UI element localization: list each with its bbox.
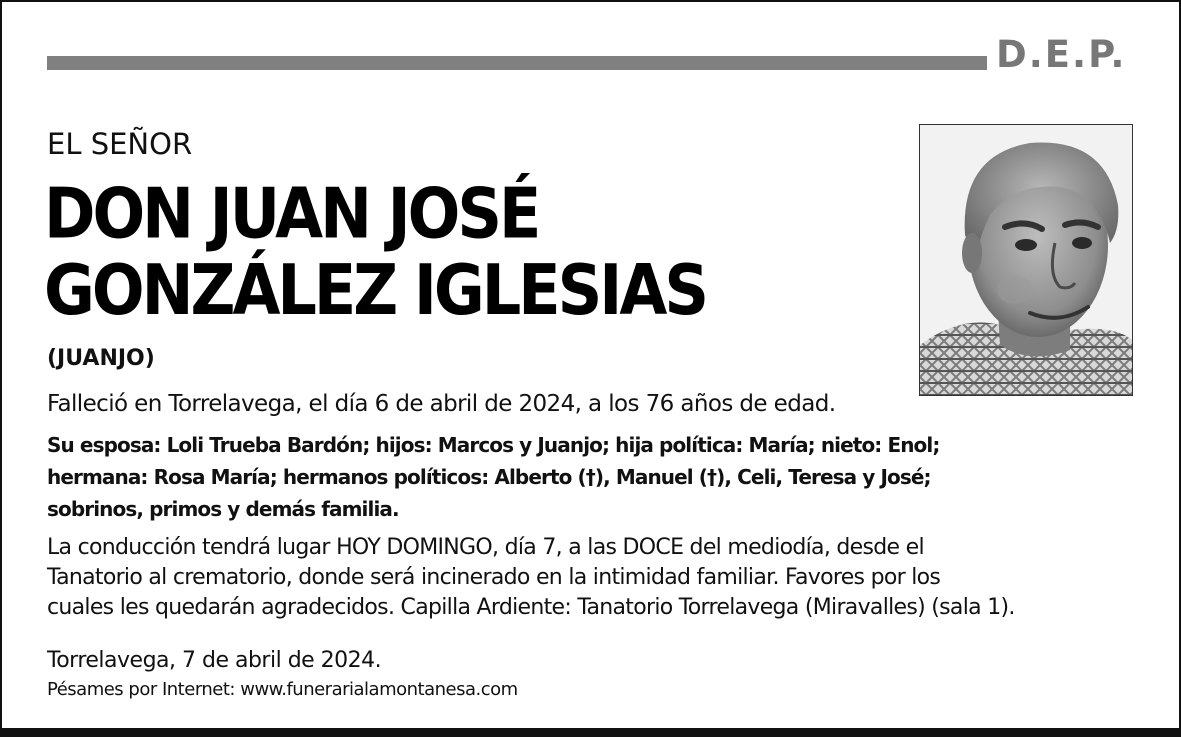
funeral-details [47, 533, 1137, 623]
family-line: sobrinos, primos y demás familia. [47, 497, 399, 521]
family-line: hermana: Rosa María; hermanos políticos: Alberto (†), Manuel (†), Celi, Teresa y José; [47, 465, 931, 489]
funeral-line: Tanatorio al crematorio, donde será incinerado en la intimidad familiar. Favores por los [47, 565, 941, 590]
honorific-title: EL SEÑOR [47, 127, 193, 161]
condolences-website: Pésames por Internet: www.funerarialamontanesa.com [47, 679, 518, 700]
deceased-name-line-1: DON JUAN JOSÉ [44, 172, 539, 255]
dep-label: D.E.P. [996, 33, 1127, 76]
portrait-image [920, 125, 1132, 395]
header-rule [47, 56, 987, 70]
family-line: Su esposa: Loli Trueba Bardón; hijos: Marcos y Juanjo; hija política: María; nieto: Enol; [47, 433, 940, 457]
deceased-name [44, 172, 706, 331]
portrait-photo [919, 124, 1133, 396]
death-announcement: Falleció en Torrelavega, el día 6 de abril de 2024, a los 76 años de edad. [47, 391, 836, 417]
deceased-name-line-2: GONZÁLEZ IGLESIAS [44, 248, 706, 331]
nickname: (JUANJO) [47, 346, 155, 371]
bottom-rule [0, 728, 1181, 737]
funeral-line: La conducción tendrá lugar HOY DOMINGO, día 7, a las DOCE del mediodía, desde el [47, 535, 924, 560]
family-list [47, 429, 1007, 525]
place-and-date: Torrelavega, 7 de abril de 2024. [47, 648, 382, 673]
funeral-line: cuales les quedarán agradecidos. Capilla Ardiente: Tanatorio Torrelavega (Miravalles) (sala 1). [47, 595, 1015, 620]
